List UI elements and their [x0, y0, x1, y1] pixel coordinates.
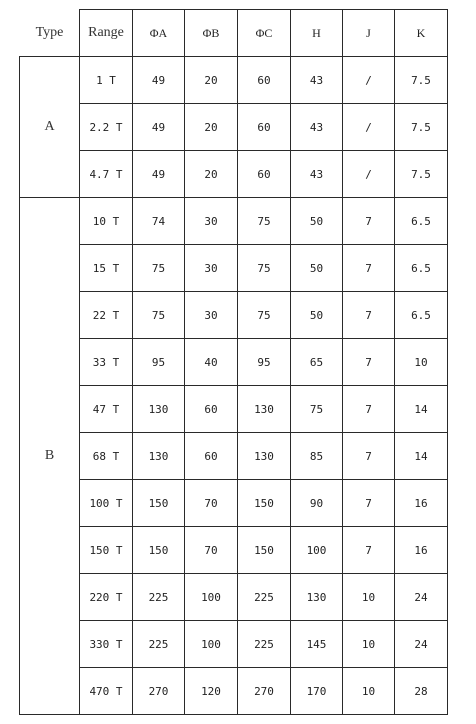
range-cell: 33 T	[80, 339, 133, 386]
range-cell: 220 T	[80, 574, 133, 621]
h-cell: 170	[291, 668, 343, 715]
table-row	[20, 151, 448, 198]
k-cell: 7.5	[395, 151, 448, 198]
phi-a-cell: 270	[133, 668, 185, 715]
table-row	[20, 339, 448, 386]
table-row	[20, 104, 448, 151]
phi-b-cell: 20	[185, 104, 238, 151]
phi-b-cell: 20	[185, 151, 238, 198]
h-cell: 43	[291, 104, 343, 151]
table-row	[20, 198, 448, 245]
range-cell: 2.2 T	[80, 104, 133, 151]
phi-c-cell: 270	[238, 668, 291, 715]
phi-c-cell: 60	[238, 151, 291, 198]
header-type: Type	[20, 10, 80, 57]
header-phi-b: ΦB	[185, 10, 238, 57]
range-cell: 22 T	[80, 292, 133, 339]
phi-c-cell: 75	[238, 198, 291, 245]
table-row	[20, 527, 448, 574]
j-cell: 7	[343, 339, 395, 386]
j-cell: 7	[343, 433, 395, 480]
type-cell: B	[20, 198, 80, 715]
j-cell: 7	[343, 292, 395, 339]
phi-b-cell: 30	[185, 245, 238, 292]
header-j: J	[343, 10, 395, 57]
table-row	[20, 621, 448, 668]
table-row	[20, 574, 448, 621]
phi-b-cell: 30	[185, 292, 238, 339]
phi-c-cell: 130	[238, 433, 291, 480]
j-cell: /	[343, 57, 395, 104]
phi-a-cell: 150	[133, 527, 185, 574]
h-cell: 43	[291, 151, 343, 198]
phi-a-cell: 75	[133, 245, 185, 292]
phi-c-cell: 130	[238, 386, 291, 433]
phi-a-cell: 49	[133, 57, 185, 104]
phi-c-cell: 60	[238, 104, 291, 151]
range-cell: 330 T	[80, 621, 133, 668]
k-cell: 7.5	[395, 57, 448, 104]
range-cell: 470 T	[80, 668, 133, 715]
phi-b-cell: 60	[185, 433, 238, 480]
header-range: Range	[80, 10, 133, 57]
table-row	[20, 245, 448, 292]
k-cell: 10	[395, 339, 448, 386]
h-cell: 50	[291, 292, 343, 339]
phi-b-cell: 100	[185, 621, 238, 668]
phi-c-cell: 75	[238, 292, 291, 339]
phi-c-cell: 60	[238, 57, 291, 104]
k-cell: 16	[395, 527, 448, 574]
h-cell: 85	[291, 433, 343, 480]
phi-b-cell: 60	[185, 386, 238, 433]
j-cell: 10	[343, 574, 395, 621]
h-cell: 50	[291, 245, 343, 292]
phi-a-cell: 225	[133, 621, 185, 668]
range-cell: 15 T	[80, 245, 133, 292]
spec-table	[19, 9, 448, 715]
h-cell: 100	[291, 527, 343, 574]
header-phi-c: ΦC	[238, 10, 291, 57]
phi-b-cell: 100	[185, 574, 238, 621]
table-row	[20, 386, 448, 433]
range-cell: 4.7 T	[80, 151, 133, 198]
j-cell: 7	[343, 386, 395, 433]
j-cell: 7	[343, 480, 395, 527]
phi-c-cell: 75	[238, 245, 291, 292]
k-cell: 24	[395, 621, 448, 668]
phi-a-cell: 130	[133, 386, 185, 433]
type-cell: A	[20, 57, 80, 198]
range-cell: 1 T	[80, 57, 133, 104]
k-cell: 24	[395, 574, 448, 621]
h-cell: 145	[291, 621, 343, 668]
j-cell: 7	[343, 527, 395, 574]
k-cell: 6.5	[395, 198, 448, 245]
phi-a-cell: 95	[133, 339, 185, 386]
phi-a-cell: 74	[133, 198, 185, 245]
phi-c-cell: 95	[238, 339, 291, 386]
phi-b-cell: 70	[185, 480, 238, 527]
header-k: K	[395, 10, 448, 57]
phi-b-cell: 20	[185, 57, 238, 104]
table-header	[20, 10, 448, 57]
table-row	[20, 668, 448, 715]
range-cell: 10 T	[80, 198, 133, 245]
j-cell: 7	[343, 198, 395, 245]
k-cell: 14	[395, 386, 448, 433]
header-h: H	[291, 10, 343, 57]
k-cell: 28	[395, 668, 448, 715]
phi-b-cell: 30	[185, 198, 238, 245]
k-cell: 14	[395, 433, 448, 480]
k-cell: 7.5	[395, 104, 448, 151]
h-cell: 50	[291, 198, 343, 245]
j-cell: /	[343, 151, 395, 198]
phi-a-cell: 150	[133, 480, 185, 527]
range-cell: 47 T	[80, 386, 133, 433]
table-row	[20, 57, 448, 104]
h-cell: 90	[291, 480, 343, 527]
phi-b-cell: 120	[185, 668, 238, 715]
k-cell: 6.5	[395, 292, 448, 339]
j-cell: 7	[343, 245, 395, 292]
table-row	[20, 292, 448, 339]
j-cell: 10	[343, 621, 395, 668]
table-body	[20, 57, 448, 715]
range-cell: 100 T	[80, 480, 133, 527]
phi-c-cell: 225	[238, 574, 291, 621]
range-cell: 150 T	[80, 527, 133, 574]
j-cell: /	[343, 104, 395, 151]
phi-a-cell: 75	[133, 292, 185, 339]
h-cell: 75	[291, 386, 343, 433]
h-cell: 65	[291, 339, 343, 386]
range-cell: 68 T	[80, 433, 133, 480]
h-cell: 130	[291, 574, 343, 621]
table-row	[20, 480, 448, 527]
phi-a-cell: 225	[133, 574, 185, 621]
h-cell: 43	[291, 57, 343, 104]
header-phi-a: ΦA	[133, 10, 185, 57]
k-cell: 6.5	[395, 245, 448, 292]
j-cell: 10	[343, 668, 395, 715]
phi-a-cell: 130	[133, 433, 185, 480]
header-row	[20, 10, 448, 57]
table-row	[20, 433, 448, 480]
k-cell: 16	[395, 480, 448, 527]
phi-c-cell: 150	[238, 527, 291, 574]
phi-b-cell: 40	[185, 339, 238, 386]
phi-c-cell: 225	[238, 621, 291, 668]
phi-a-cell: 49	[133, 104, 185, 151]
phi-a-cell: 49	[133, 151, 185, 198]
phi-b-cell: 70	[185, 527, 238, 574]
phi-c-cell: 150	[238, 480, 291, 527]
